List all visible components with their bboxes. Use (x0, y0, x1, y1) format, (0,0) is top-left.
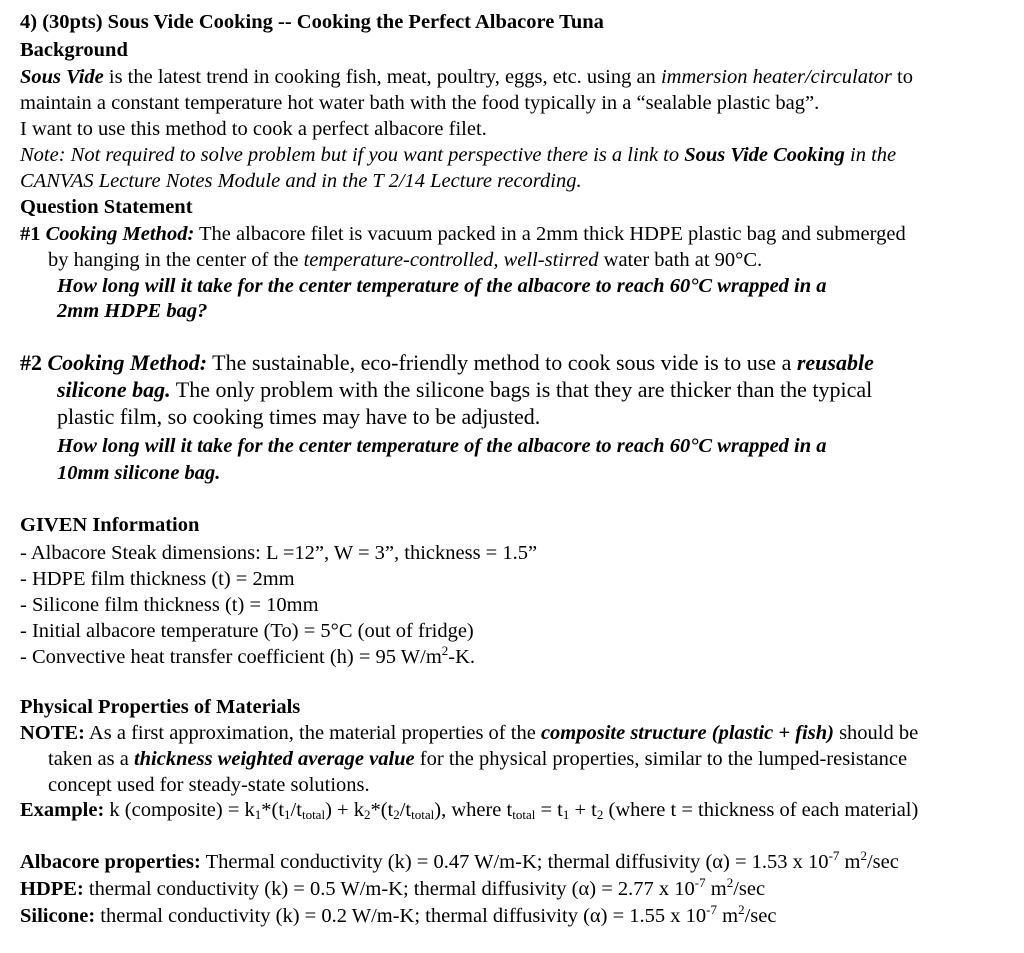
sous-vide-term: Sous Vide (20, 66, 104, 88)
method-1-l2-em: temperature-controlled, well-stirred (303, 249, 599, 271)
problem-title: 4) (30pts) Sous Vide Cooking -- Cooking the Perfect Albacore Tuna (20, 11, 604, 33)
h-sup: 2 (441, 643, 449, 658)
ex-sub: total (301, 807, 326, 822)
method-1-label: Cooking Method: (45, 223, 195, 245)
background-line-1 (20, 64, 913, 90)
material-unit-end: /sec (733, 878, 766, 900)
material-unit-sup: 2 (738, 902, 745, 917)
material-exp: -7 (706, 902, 718, 917)
material-label: Albacore properties: (20, 851, 201, 873)
ex-sub: 2 (393, 807, 400, 822)
note-line-2: CANVAS Lecture Notes Module and in the T 2/14 Lecture recording. (20, 170, 582, 192)
method-1-question-2: 2mm HDPE bag? (57, 300, 208, 322)
note-1-c: should be (833, 722, 919, 744)
method-2-number: #2 (20, 350, 48, 375)
background-line-1-end: to (891, 66, 913, 88)
method-2-question-1: How long will it take for the center temperature of the albacore to reach 60°C wrapped in a (57, 435, 827, 457)
ex-sub: 1 (562, 807, 570, 822)
material-unit-end: /sec (744, 905, 777, 927)
method-1-l2-c: water bath at 90°C. (598, 249, 763, 271)
ex-i: + t (569, 799, 597, 821)
h-end: -K. (448, 646, 476, 668)
note-2-a: taken as a (48, 748, 134, 770)
physical-note-line-1 (20, 720, 918, 746)
ex-g: ), where t (434, 799, 513, 821)
ex-sub: 2 (596, 807, 604, 822)
given-item: - HDPE film thickness (t) = 2mm (20, 568, 295, 590)
method-1-text: The albacore filet is vacuum packed in a 2mm thick HDPE plastic bag and submerged (194, 223, 906, 245)
ex-f: /t (399, 799, 412, 821)
material-text: thermal conductivity (k) = 0.5 W/m-K; thermal diffusivity (α) = 2.77 x 10 (83, 878, 695, 900)
note-1-a: As a first approximation, the material properties of the (84, 722, 541, 744)
method-2-line-1 (20, 350, 874, 376)
question-heading: Question Statement (20, 196, 193, 218)
physical-note-line-3: concept used for steady-state solutions. (48, 774, 370, 796)
background-line-1-text: is the latest trend in cooking fish, meat, poultry, eggs, etc. using an (103, 66, 661, 88)
ex-sub: 1 (284, 807, 291, 822)
note-2-c: for the physical properties, similar to the lumped-resistance (414, 748, 908, 770)
material-unit-end: /sec (866, 851, 899, 873)
h-text: - Convective heat transfer coefficient (h) = 95 W/m (20, 646, 442, 668)
background-line-3: I want to use this method to cook a perfect albacore filet. (20, 118, 487, 140)
note-label: NOTE: (20, 722, 85, 744)
note-line-1 (20, 142, 896, 168)
method-2-reusable: reusable (796, 350, 874, 375)
ex-sub: total (411, 807, 435, 822)
method-2-l2-text: The only problem with the silicone bags is that they are thicker than the typical (170, 377, 873, 402)
material-unit: m (717, 905, 739, 927)
albacore-properties (20, 849, 899, 875)
note-text: Note: Not required to solve problem but if you want perspective there is a link to (20, 144, 685, 166)
ex-a: k (composite) = k (104, 799, 255, 821)
physical-note-line-2 (48, 746, 907, 772)
material-unit: m (839, 851, 861, 873)
example-label: Example: (20, 799, 105, 821)
method-2-question-2: 10mm silicone bag. (57, 462, 221, 484)
composite-structure: composite structure (plastic + fish) (540, 722, 834, 744)
material-exp: -7 (828, 848, 840, 863)
material-exp: -7 (694, 875, 706, 890)
sous-vide-cooking-link: Sous Vide Cooking (684, 144, 845, 166)
material-unit-sup: 2 (860, 848, 867, 863)
method-2-line-3: plastic film, so cooking times may have to be adjusted. (57, 404, 541, 429)
ex-sub: 2 (363, 807, 371, 822)
hdpe-properties (20, 876, 765, 902)
method-1-line-1 (20, 221, 906, 247)
given-heading: GIVEN Information (20, 514, 200, 536)
method-1-question-1: How long will it take for the center temperature of the albacore to reach 60°C wrapped in a (57, 275, 827, 297)
method-1-l2-a: by hanging in the center of the (48, 249, 304, 271)
given-item-h (20, 644, 475, 670)
method-1-number: #1 (20, 223, 46, 245)
ex-sub: 1 (254, 807, 262, 822)
immersion-heater-term: immersion heater/circulator (660, 66, 892, 88)
physical-heading: Physical Properties of Materials (20, 696, 301, 718)
ex-j: (where t = thickness of each material) (603, 799, 919, 821)
example-formula (20, 797, 918, 823)
ex-h: = t (535, 799, 563, 821)
ex-sub: total (512, 807, 536, 822)
given-item: - Albacore Steak dimensions: L =12”, W = 3”, thickness = 1.5” (20, 542, 538, 564)
note-text-end: in the (844, 144, 897, 166)
background-heading: Background (20, 39, 128, 61)
material-unit-sup: 2 (726, 875, 734, 890)
silicone-properties (20, 903, 776, 929)
material-label: Silicone: (20, 905, 96, 927)
background-line-2: maintain a constant temperature hot water bath with the food typically in a “sealable plastic bag”. (20, 92, 820, 114)
ex-c: /t (290, 799, 302, 821)
method-1-line-2 (48, 247, 762, 273)
given-item: - Silicone film thickness (t) = 10mm (20, 594, 319, 616)
ex-e: *(t (370, 799, 394, 821)
material-text: Thermal conductivity (k) = 0.47 W/m-K; thermal diffusivity (α) = 1.53 x 10 (200, 851, 829, 873)
material-label: HDPE: (20, 878, 84, 900)
method-2-silicone-bag: silicone bag. (57, 377, 171, 402)
method-2-text: The sustainable, eco-friendly method to cook sous vide is to use a (207, 350, 797, 375)
ex-d: ) + k (325, 799, 364, 821)
ex-b: *(t (261, 799, 285, 821)
method-2-label: Cooking Method: (47, 350, 208, 375)
material-unit: m (705, 878, 727, 900)
material-text: thermal conductivity (k) = 0.2 W/m-K; thermal diffusivity (α) = 1.55 x 10 (95, 905, 707, 927)
given-item: - Initial albacore temperature (To) = 5°C (out of fridge) (20, 620, 474, 642)
thickness-weighted-average: thickness weighted average value (133, 748, 415, 770)
method-2-line-2 (57, 377, 872, 403)
